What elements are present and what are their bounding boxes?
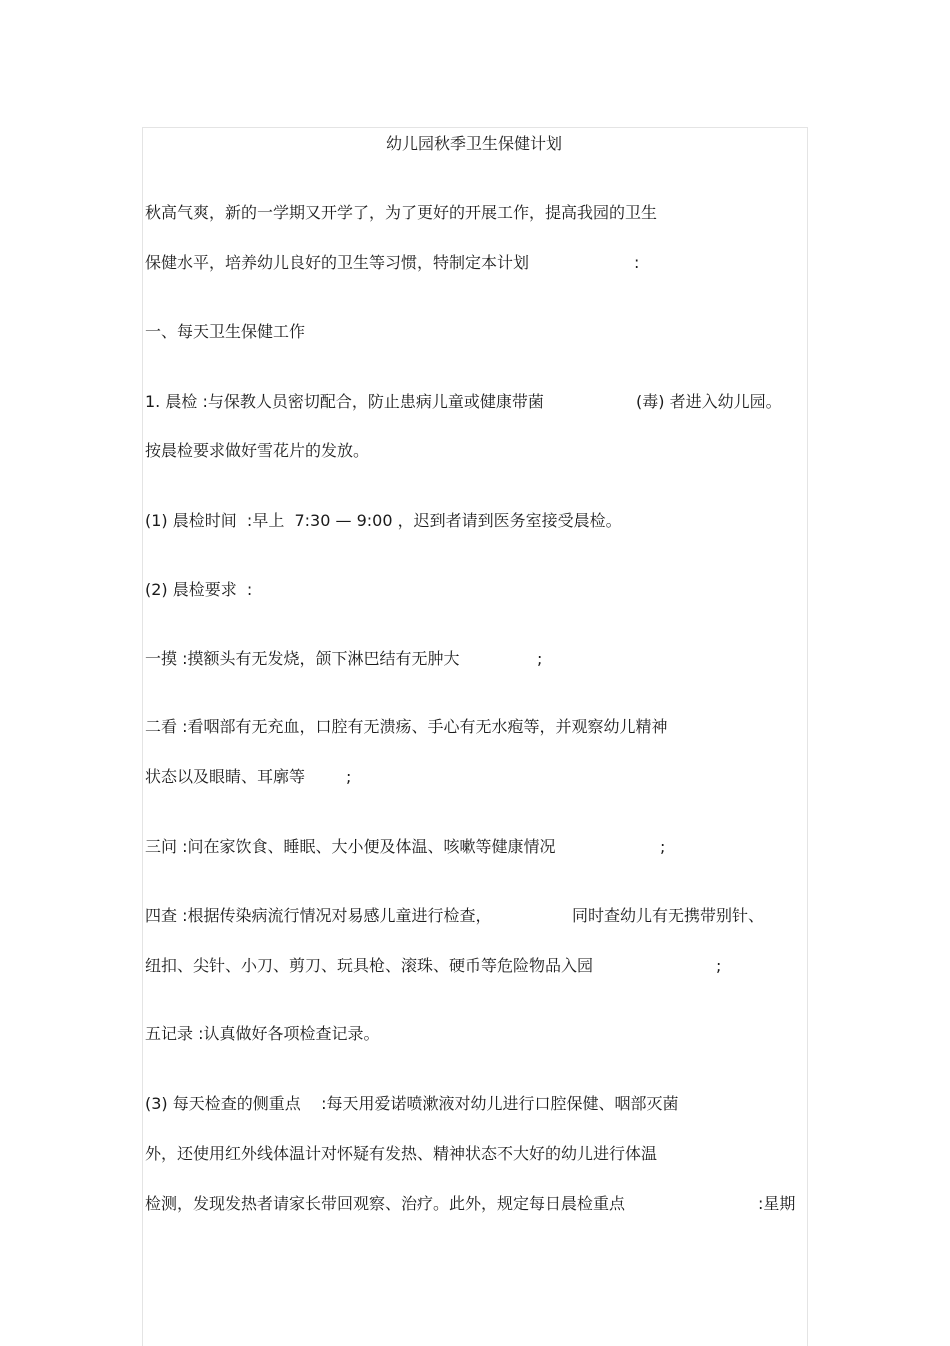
intro-line-2-colon: : bbox=[634, 253, 640, 272]
item1-line-1: 1. 晨检 :与保教人员密切配合，防止患病儿童或健康带菌 bbox=[145, 392, 544, 411]
sub-item-3-line-3-end: :星期 bbox=[758, 1194, 796, 1213]
check-inspect-line-1-end: 同时查幼儿有无携带别针、 bbox=[572, 906, 765, 925]
check-record: 五记录 :认真做好各项检查记录。 bbox=[145, 1024, 380, 1043]
intro-line-2: 保健水平，培养幼儿良好的卫生等习惯，特制定本计划 bbox=[145, 253, 530, 272]
sub-item-3-line-2: 外，还使用红外线体温计对怀疑有发热、精神状态不大好的幼儿进行体温 bbox=[145, 1144, 658, 1163]
sub-item-3-line-1: (3) 每天检查的侧重点 :每天用爱诺喷漱液对幼儿进行口腔保健、咽部灭菌 bbox=[145, 1094, 679, 1113]
check-inspect-line-2: 纽扣、尖针、小刀、剪刀、玩具枪、滚珠、硬币等危险物品入园 bbox=[145, 956, 594, 975]
check-touch-end: ; bbox=[537, 649, 543, 668]
item1-line-1-end: (毒) 者进入幼儿园。 bbox=[636, 392, 782, 411]
check-look-end: ; bbox=[346, 767, 352, 786]
check-look-line-2: 状态以及眼睛、耳廓等 bbox=[145, 767, 306, 786]
check-look-line-1: 二看 :看咽部有无充血，口腔有无溃疡、手心有无水疱等，并观察幼儿精神 bbox=[145, 717, 668, 736]
sub-item-1: (1) 晨检时间 :早上 7:30 — 9:00 ，迟到者请到医务室接受晨检。 bbox=[145, 511, 622, 530]
document-title: 幼儿园秋季卫生保健计划 bbox=[385, 134, 562, 153]
check-inspect-line-1: 四查 :根据传染病流行情况对易感儿童进行检查， bbox=[145, 906, 492, 925]
check-ask-end: ; bbox=[660, 837, 666, 856]
check-ask: 三问 :问在家饮食、睡眠、大小便及体温、咳嗽等健康情况 bbox=[145, 837, 556, 856]
item1-line-2: 按晨检要求做好雪花片的发放。 bbox=[145, 441, 370, 460]
section-heading: 一、每天卫生保健工作 bbox=[145, 322, 306, 341]
intro-line-1: 秋高气爽，新的一学期又开学了，为了更好的开展工作，提高我园的卫生 bbox=[145, 203, 658, 222]
check-inspect-end: ; bbox=[716, 956, 722, 975]
check-touch: 一摸 :摸额头有无发烧，颌下淋巴结有无肿大 bbox=[145, 649, 460, 668]
sub-item-3-line-3: 检测，发现发热者请家长带回观察、治疗。此外，规定每日晨检重点 bbox=[145, 1194, 626, 1213]
sub-item-2: (2) 晨检要求 : bbox=[145, 580, 253, 599]
